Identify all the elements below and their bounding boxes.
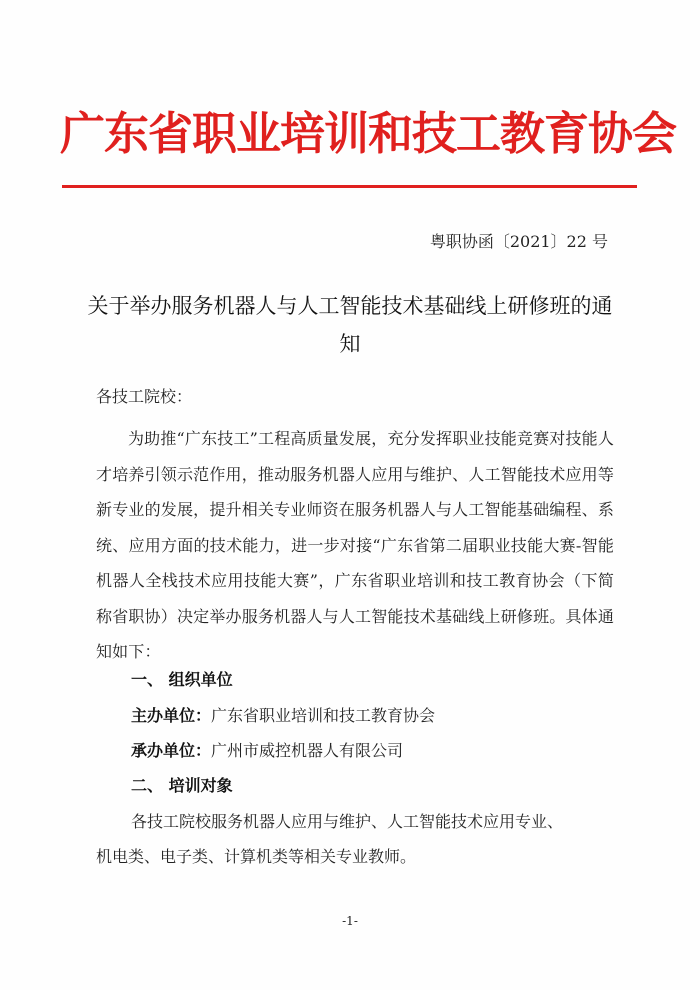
- intro-paragraph: 为助推“广东技工”工程高质量发展，充分发挥职业技能竞赛对技能人才培养引领示范作用，推动服务机器人应用与维护、人工智能技术应用等新专业的发展，提升相关专业师资在服务机器人与人工智能基础编程、系统、应用方面的技术能力，进一步对接“广东省第二届职业技能大赛-智能机器人全栈技术应用技能大赛”，广东省职业培训和技工教育协会（下简称省职协）决定举办服务机器人与人工智能技术基础线上研修班。具体通知如下：: [96, 429, 614, 661]
- organizer-unit-label: 承办单位：: [131, 741, 212, 760]
- salutation: 各技工院校：: [96, 387, 193, 406]
- host-unit-label: 主办单位：: [131, 706, 212, 725]
- document-number: 粤职协函〔2021〕22 号: [429, 232, 608, 251]
- host-unit-line: [131, 704, 435, 728]
- section-heading-trainees: 二、 培训对象: [131, 776, 233, 795]
- letterhead-red-rule: [62, 185, 637, 188]
- letterhead-org-name: 广东省职业培训和技工教育协会: [60, 107, 677, 160]
- host-unit-value: 广东省职业培训和技工教育协会: [211, 706, 436, 725]
- section-heading-organizers: 一、 组织单位: [131, 670, 233, 689]
- organizer-unit-value: 广州市威控机器人有限公司: [211, 741, 404, 760]
- page-number: -1-: [342, 914, 358, 928]
- trainees-text-line-1: 各技工院校服务机器人应用与维护、人工智能技术应用专业、: [131, 812, 564, 831]
- trainees-text-line-2: 机电类、电子类、计算机类等相关专业教师。: [96, 847, 417, 866]
- document-title: 关于举办服务机器人与人工智能技术基础线上研修班的通知: [87, 294, 613, 356]
- organizer-unit-line: [131, 739, 403, 763]
